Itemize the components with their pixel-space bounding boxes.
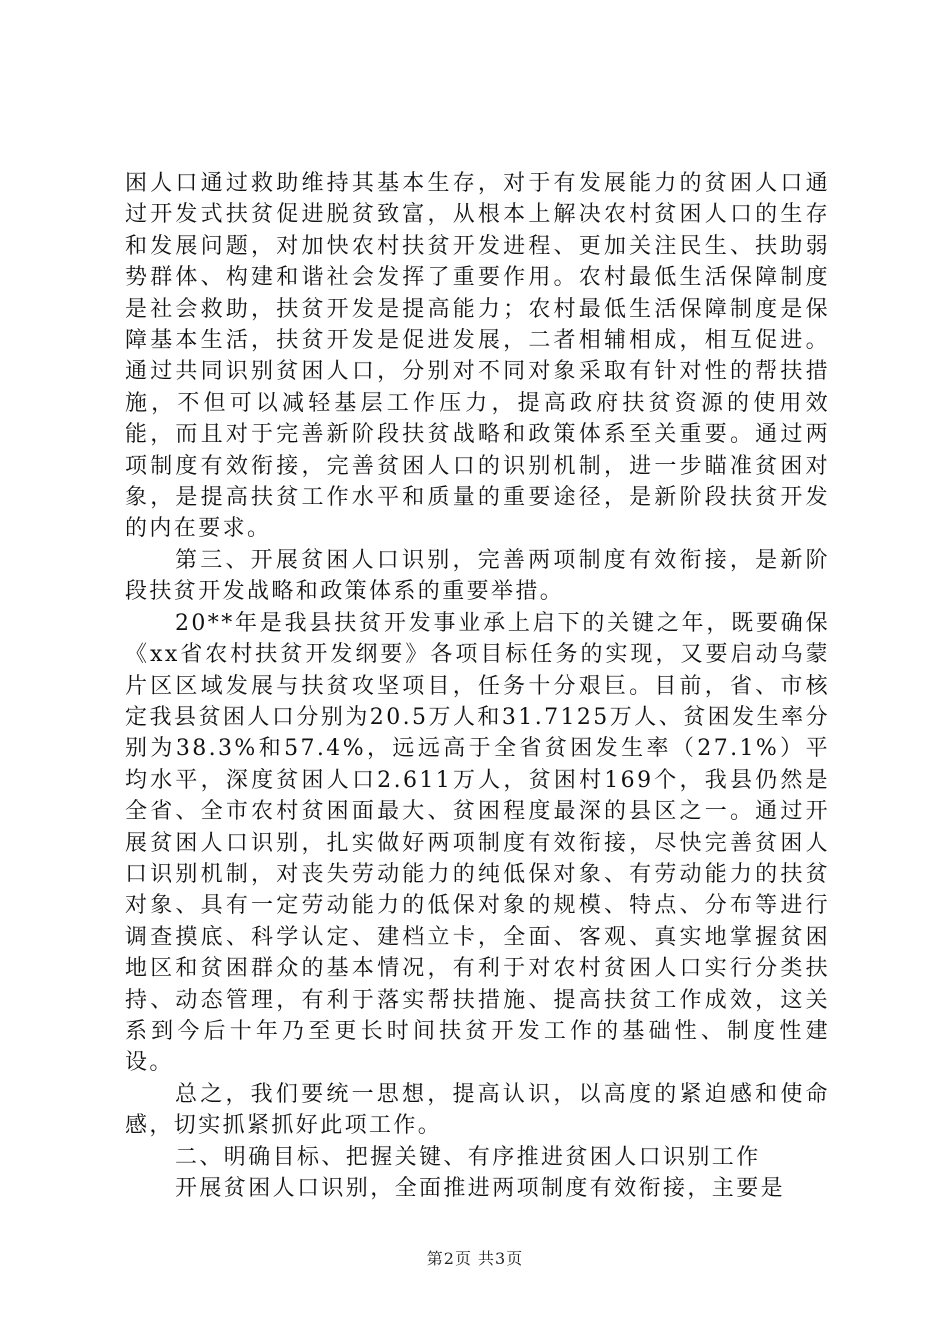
paragraph-section-two-start: 开展贫困人口识别，全面推进两项制度有效衔接，主要是 bbox=[175, 1176, 786, 1201]
paragraph-county-situation: 20**年是我县扶贫开发事业承上启下的关键之年，既要确保《xx省农村扶贫开发纲要》各项目标任务的实现，又要启动乌蒙片区区域发展与扶贫攻坚项目，任务十分艰巨。目前，省、市核定我县贫困人口分别为20.5万人和31.7125万人、贫困发生率分别为38.3%和57.4%，远远高于全省贫困发生率（27.1%）平均水平，深度贫困人口2.611万人，贫困村169个，我县仍然是全省、全市农村贫困面最大、贫困程度最深的县区之一。通过开展贫困人口识别，扎实做好两项制度有效衔接，尽快完善贫困人口识别机制，对丧失劳动能力的纯低保对象、有劳动能力的扶贫对象、具有一定劳动能力的低保对象的规模、特点、分布等进行调查摸底、科学认定、建档立卡，全面、客观、真实地掌握贫困地区和贫困群众的基本情况，有利于对农村贫困人口实行分类扶持、动态管理，有利于落实帮扶措施、提高扶贫工作成效，这关系到今后十年乃至更长时间扶贫开发工作的基础性、制度性建设。 bbox=[125, 610, 830, 1076]
paragraph-summary: 总之，我们要统一思想，提高认识，以高度的紧迫感和使命感，切实抓紧抓好此项工作。 bbox=[125, 1081, 830, 1139]
section-heading: 二、明确目标、把握关键、有序推进贫困人口识别工作 bbox=[175, 1144, 761, 1170]
body-text bbox=[125, 168, 830, 1204]
page-footer: 第2页 共3页 bbox=[426, 1249, 524, 1268]
paragraph-continuation: 困人口通过救助维持其基本生存，对于有发展能力的贫困人口通过开发式扶贫促进脱贫致富，从根本上解决农村贫困人口的生存和发展问题，对加快农村扶贫开发进程、更加关注民生、扶助弱势群体、构建和谐社会发挥了重要作用。农村最低生活保障制度是社会救助，扶贫开发是提高能力；农村最低生活保障制度是保障基本生活，扶贫开发是促进发展，二者相辅相成，相互促进。通过共同识别贫困人口，分别对不同对象采取有针对性的帮扶措施，不但可以减轻基层工作压力，提高政府扶贫资源的使用效能，而且对于完善新阶段扶贫战略和政策体系至关重要。通过两项制度有效衔接，完善贫困人口的识别机制，进一步瞄准贫困对象，是提高扶贫工作水平和质量的重要途径，是新阶段扶贫开发的内在要求。 bbox=[125, 171, 830, 542]
paragraph-third-point: 第三、开展贫困人口识别，完善两项制度有效衔接，是新阶段扶贫开发战略和政策体系的重要举措。 bbox=[125, 547, 830, 605]
